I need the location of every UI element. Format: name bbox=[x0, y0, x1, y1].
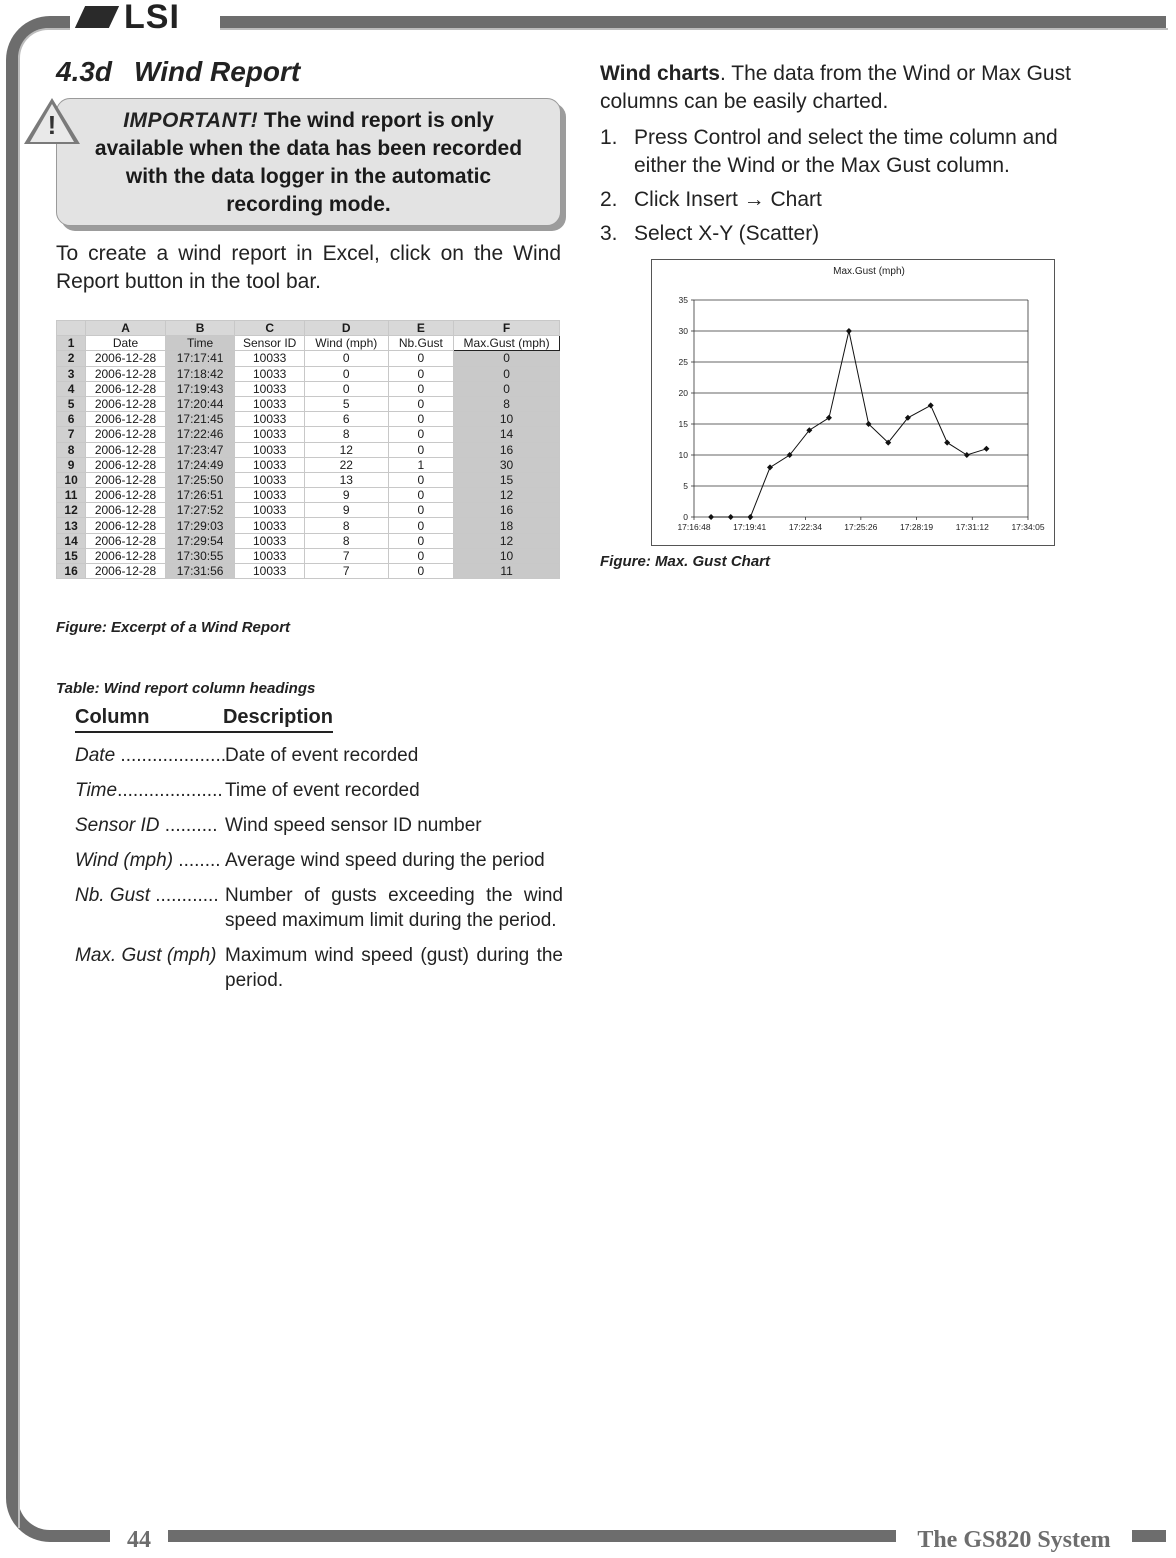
table-caption: Table: Wind report column headings bbox=[56, 680, 316, 697]
table-cell: 12 bbox=[454, 533, 560, 548]
table-cell: 22 bbox=[304, 457, 388, 472]
table-cell: 17:30:55 bbox=[165, 548, 235, 563]
table-cell: 18 bbox=[454, 518, 560, 533]
row-number: 7 bbox=[57, 427, 86, 442]
table-cell: 15 bbox=[454, 472, 560, 487]
leader-dots: .......... bbox=[159, 815, 218, 836]
table-cell: 10033 bbox=[235, 351, 305, 366]
column-term-label: Time bbox=[75, 780, 118, 801]
column-description: Maximum wind speed (gust) during the period. bbox=[225, 945, 563, 991]
table-cell: 0 bbox=[388, 396, 454, 411]
header-cell: Date bbox=[86, 336, 166, 351]
table-cell: 0 bbox=[388, 518, 454, 533]
table-cell: 0 bbox=[304, 366, 388, 381]
column-term bbox=[75, 813, 225, 838]
step-number: 2. bbox=[600, 188, 618, 211]
chart-step bbox=[600, 124, 1105, 180]
chart-step bbox=[600, 186, 1105, 214]
table-row bbox=[57, 472, 560, 487]
header-cell: Wind (mph) bbox=[304, 336, 388, 351]
y-tick-label: 0 bbox=[683, 512, 688, 522]
table-cell: 2006-12-28 bbox=[86, 366, 166, 381]
table-row bbox=[57, 548, 560, 563]
table-cell: 0 bbox=[388, 548, 454, 563]
table-cell: 7 bbox=[304, 548, 388, 563]
x-tick-label: 17:22:34 bbox=[788, 522, 822, 532]
exclamation-icon: ! bbox=[47, 110, 57, 140]
x-tick-label: 17:34:05 bbox=[1011, 522, 1045, 532]
data-point bbox=[747, 514, 753, 520]
logo-mark-icon bbox=[75, 6, 119, 28]
table-cell: 0 bbox=[304, 381, 388, 396]
table-cell: 0 bbox=[388, 488, 454, 503]
row-number: 10 bbox=[57, 472, 86, 487]
table-cell: 2006-12-28 bbox=[86, 488, 166, 503]
leader-dots: ........ bbox=[173, 850, 221, 871]
table-cell: 0 bbox=[388, 427, 454, 442]
table-row bbox=[57, 412, 560, 427]
row-number: 3 bbox=[57, 366, 86, 381]
important-note bbox=[56, 98, 561, 226]
table-cell: 0 bbox=[454, 381, 560, 396]
important-text-1: The wind report is only bbox=[258, 109, 494, 132]
wind-charts-intro: . The data from the Wind or Max Gust columns can be easily charted. bbox=[600, 62, 1071, 113]
column-headings-row bbox=[75, 743, 563, 768]
max-gust-chart-svg bbox=[652, 260, 1056, 547]
table-cell: 0 bbox=[304, 351, 388, 366]
table-cell: 10033 bbox=[235, 396, 305, 411]
table-row bbox=[57, 457, 560, 472]
step-number: 1. bbox=[600, 126, 618, 149]
intro-paragraph: To create a wind report in Excel, click on the Wind Report button in the tool bar. bbox=[56, 242, 561, 293]
wind-charts-paragraph bbox=[600, 60, 1105, 116]
row-number: 4 bbox=[57, 381, 86, 396]
section-title bbox=[56, 56, 300, 88]
column-letter: F bbox=[454, 321, 560, 336]
table-cell: 2006-12-28 bbox=[86, 351, 166, 366]
wind-report-spreadsheet bbox=[56, 320, 560, 579]
header-row bbox=[57, 336, 560, 351]
x-tick-label: 17:16:48 bbox=[677, 522, 711, 532]
table-cell: 8 bbox=[304, 518, 388, 533]
corner-cell bbox=[57, 321, 86, 336]
important-lead: IMPORTANT! bbox=[123, 109, 259, 132]
table-cell: 0 bbox=[388, 503, 454, 518]
figure-caption-max-gust: Figure: Max. Gust Chart bbox=[600, 553, 771, 570]
table-cell: 5 bbox=[304, 396, 388, 411]
column-letter: B bbox=[165, 321, 235, 336]
table-cell: 10033 bbox=[235, 472, 305, 487]
row-number: 12 bbox=[57, 503, 86, 518]
column-description: Number of gusts exceeding the wind speed maximum limit during the period. bbox=[225, 885, 563, 931]
table-cell: 8 bbox=[454, 396, 560, 411]
table-cell: 11 bbox=[454, 564, 560, 579]
section-number: 4.3d bbox=[56, 56, 113, 87]
table-cell: 0 bbox=[454, 351, 560, 366]
important-line-1 bbox=[57, 107, 560, 135]
logo-text: LSI bbox=[124, 0, 180, 36]
table-cell: 2006-12-28 bbox=[86, 533, 166, 548]
row-number: 13 bbox=[57, 518, 86, 533]
table-row bbox=[57, 533, 560, 548]
column-headings-header bbox=[75, 706, 333, 733]
row-number: 15 bbox=[57, 548, 86, 563]
table-cell: 10033 bbox=[235, 503, 305, 518]
table-cell: 17:24:49 bbox=[165, 457, 235, 472]
table-cell: 7 bbox=[304, 564, 388, 579]
column-description: Wind speed sensor ID number bbox=[225, 815, 482, 836]
table-cell: 0 bbox=[388, 366, 454, 381]
data-point bbox=[928, 402, 934, 408]
step-text: Press Control and select the time column and either the Wind or the Max Gust column. bbox=[634, 126, 1058, 177]
column-headings-row bbox=[75, 778, 563, 803]
table-cell: 2006-12-28 bbox=[86, 518, 166, 533]
page-number: 44 bbox=[110, 1522, 168, 1558]
table-cell: 10033 bbox=[235, 564, 305, 579]
table-cell: 2006-12-28 bbox=[86, 564, 166, 579]
header-cell: Sensor ID bbox=[235, 336, 305, 351]
table-cell: 10033 bbox=[235, 427, 305, 442]
max-gust-chart bbox=[651, 259, 1055, 546]
table-cell: 10033 bbox=[235, 518, 305, 533]
table-cell: 13 bbox=[304, 472, 388, 487]
table-cell: 8 bbox=[304, 533, 388, 548]
table-cell: 17:27:52 bbox=[165, 503, 235, 518]
column-headings-row bbox=[75, 813, 563, 838]
table-cell: 9 bbox=[304, 503, 388, 518]
table-row bbox=[57, 351, 560, 366]
table-cell: 10033 bbox=[235, 548, 305, 563]
column-headings-row bbox=[75, 943, 563, 993]
section-heading: Wind Report bbox=[134, 56, 301, 87]
table-cell: 8 bbox=[304, 427, 388, 442]
table-cell: 0 bbox=[388, 533, 454, 548]
table-cell: 17:29:54 bbox=[165, 533, 235, 548]
x-tick-label: 17:28:19 bbox=[900, 522, 934, 532]
header-cell: Nb.Gust bbox=[388, 336, 454, 351]
column-term bbox=[75, 848, 225, 873]
y-tick-label: 25 bbox=[678, 357, 688, 367]
column-letter: A bbox=[86, 321, 166, 336]
column-letter: C bbox=[235, 321, 305, 336]
table-cell: 17:26:51 bbox=[165, 488, 235, 503]
table-row bbox=[57, 518, 560, 533]
lsi-logo bbox=[70, 0, 220, 34]
table-cell: 0 bbox=[388, 472, 454, 487]
table-cell: 12 bbox=[304, 442, 388, 457]
table-cell: 2006-12-28 bbox=[86, 548, 166, 563]
table-row bbox=[57, 366, 560, 381]
table-row bbox=[57, 427, 560, 442]
column-term bbox=[75, 943, 225, 993]
table-row bbox=[57, 564, 560, 579]
column-headings-row bbox=[75, 848, 563, 873]
table-cell: 16 bbox=[454, 503, 560, 518]
important-line-3: with the data logger in the automatic bbox=[125, 165, 492, 188]
column-letters-row bbox=[57, 321, 560, 336]
leader-dots: .................... bbox=[117, 780, 223, 801]
column-term-label: Max. Gust (mph) bbox=[75, 945, 217, 966]
header-column: Column bbox=[75, 706, 150, 728]
x-tick-label: 17:25:26 bbox=[844, 522, 878, 532]
column-term bbox=[75, 778, 225, 803]
column-term-label: Date bbox=[75, 745, 116, 766]
table-cell: 17:29:03 bbox=[165, 518, 235, 533]
y-tick-label: 10 bbox=[678, 450, 688, 460]
wind-charts-title: Wind charts bbox=[600, 62, 720, 85]
footer-system-name: The GS820 System bbox=[896, 1522, 1132, 1558]
row-number: 1 bbox=[57, 336, 86, 351]
column-term-label: Nb. Gust bbox=[75, 885, 150, 906]
data-point bbox=[846, 328, 852, 334]
table-cell: 10033 bbox=[235, 366, 305, 381]
table-cell: 2006-12-28 bbox=[86, 472, 166, 487]
column-term-label: Wind (mph) bbox=[75, 850, 174, 871]
y-tick-label: 30 bbox=[678, 326, 688, 336]
data-point bbox=[728, 514, 734, 520]
y-tick-label: 15 bbox=[678, 419, 688, 429]
table-cell: 2006-12-28 bbox=[86, 457, 166, 472]
step-text: Select X-Y (Scatter) bbox=[634, 222, 820, 245]
table-cell: 10033 bbox=[235, 457, 305, 472]
data-point bbox=[964, 452, 970, 458]
chart-title: Max.Gust (mph) bbox=[833, 266, 905, 277]
chart-steps-list bbox=[600, 124, 1105, 254]
data-point bbox=[983, 446, 989, 452]
column-headings-row bbox=[75, 883, 563, 933]
table-cell: 17:31:56 bbox=[165, 564, 235, 579]
table-cell: 12 bbox=[454, 488, 560, 503]
column-term-label: Sensor ID bbox=[75, 815, 160, 836]
y-tick-label: 20 bbox=[678, 388, 688, 398]
header-cell: Max.Gust (mph) bbox=[454, 336, 560, 351]
column-letter: E bbox=[388, 321, 454, 336]
table-cell: 10033 bbox=[235, 533, 305, 548]
table-cell: 0 bbox=[388, 381, 454, 396]
chart-step bbox=[600, 220, 1105, 248]
data-point bbox=[826, 415, 832, 421]
table-cell: 17:19:43 bbox=[165, 381, 235, 396]
column-term bbox=[75, 883, 225, 933]
column-headings-table bbox=[75, 706, 563, 993]
table-cell: 0 bbox=[388, 412, 454, 427]
column-description: Average wind speed during the period bbox=[225, 850, 545, 871]
table-cell: 2006-12-28 bbox=[86, 381, 166, 396]
table-cell: 10 bbox=[454, 412, 560, 427]
column-description: Date of event recorded bbox=[225, 745, 419, 766]
data-point bbox=[708, 514, 714, 520]
table-cell: 17:21:45 bbox=[165, 412, 235, 427]
x-tick-label: 17:19:41 bbox=[733, 522, 767, 532]
table-row bbox=[57, 381, 560, 396]
table-cell: 10033 bbox=[235, 442, 305, 457]
row-number: 11 bbox=[57, 488, 86, 503]
header-description: Description bbox=[222, 706, 333, 728]
step-text: Click Insert → Chart bbox=[634, 188, 822, 211]
table-cell: 17:22:46 bbox=[165, 427, 235, 442]
row-number: 6 bbox=[57, 412, 86, 427]
table-cell: 0 bbox=[388, 564, 454, 579]
header-cell: Time bbox=[165, 336, 235, 351]
row-number: 16 bbox=[57, 564, 86, 579]
data-point bbox=[944, 440, 950, 446]
column-term bbox=[75, 743, 225, 768]
table-row bbox=[57, 503, 560, 518]
table-cell: 17:25:50 bbox=[165, 472, 235, 487]
important-line-4: recording mode. bbox=[226, 193, 391, 216]
important-line-2: available when the data has been recorded bbox=[94, 137, 523, 160]
table-row bbox=[57, 488, 560, 503]
column-description: Time of event recorded bbox=[225, 780, 420, 801]
spreadsheet-body bbox=[57, 351, 560, 579]
x-tick-label: 17:31:12 bbox=[955, 522, 989, 532]
table-cell: 1 bbox=[388, 457, 454, 472]
table-cell: 17:18:42 bbox=[165, 366, 235, 381]
table-cell: 0 bbox=[388, 442, 454, 457]
table-cell: 2006-12-28 bbox=[86, 412, 166, 427]
row-number: 2 bbox=[57, 351, 86, 366]
table-cell: 2006-12-28 bbox=[86, 503, 166, 518]
table-cell: 30 bbox=[454, 457, 560, 472]
table-cell: 16 bbox=[454, 442, 560, 457]
table-cell: 10 bbox=[454, 548, 560, 563]
leader-dots: ............ bbox=[149, 885, 219, 906]
step-number: 3. bbox=[600, 222, 618, 245]
table-cell: 10033 bbox=[235, 488, 305, 503]
figure-caption-wind-report: Figure: Excerpt of a Wind Report bbox=[56, 619, 291, 636]
column-letter: D bbox=[304, 321, 388, 336]
table-cell: 6 bbox=[304, 412, 388, 427]
y-tick-label: 5 bbox=[683, 481, 688, 491]
table-cell: 9 bbox=[304, 488, 388, 503]
table-row bbox=[57, 396, 560, 411]
table-cell: 0 bbox=[454, 366, 560, 381]
y-tick-label: 35 bbox=[678, 295, 688, 305]
table-cell: 2006-12-28 bbox=[86, 427, 166, 442]
table-cell: 2006-12-28 bbox=[86, 396, 166, 411]
row-number: 9 bbox=[57, 457, 86, 472]
leader-dots: .................... bbox=[115, 745, 226, 766]
table-cell: 10033 bbox=[235, 412, 305, 427]
data-point bbox=[767, 464, 773, 470]
table-cell: 10033 bbox=[235, 381, 305, 396]
row-number: 8 bbox=[57, 442, 86, 457]
table-cell: 14 bbox=[454, 427, 560, 442]
table-cell: 17:23:47 bbox=[165, 442, 235, 457]
table-cell: 2006-12-28 bbox=[86, 442, 166, 457]
column-headings-rows bbox=[75, 743, 563, 993]
table-cell: 0 bbox=[388, 351, 454, 366]
table-cell: 17:17:41 bbox=[165, 351, 235, 366]
table-row bbox=[57, 442, 560, 457]
row-number: 14 bbox=[57, 533, 86, 548]
row-number: 5 bbox=[57, 396, 86, 411]
table-cell: 17:20:44 bbox=[165, 396, 235, 411]
